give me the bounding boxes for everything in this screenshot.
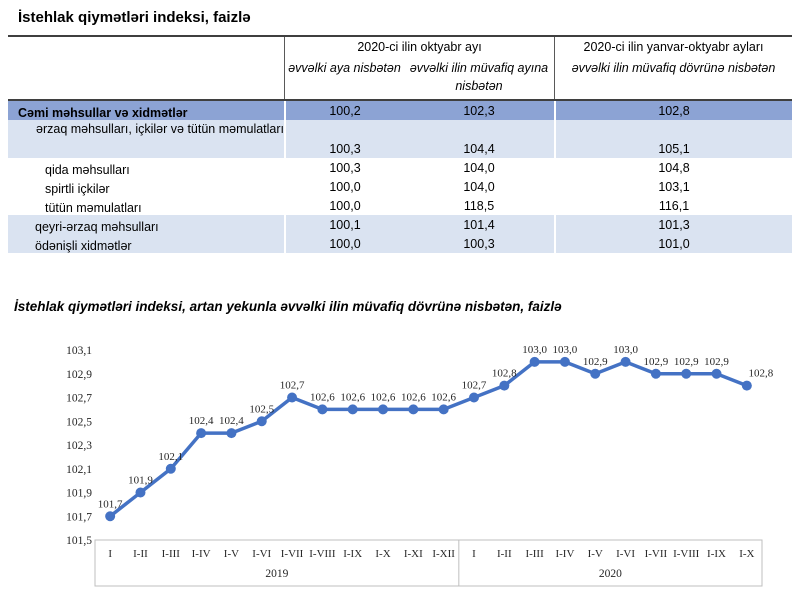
cell-value: 101,4 bbox=[463, 218, 495, 232]
cell-value: 101,3 bbox=[554, 215, 792, 234]
data-point-marker bbox=[378, 404, 388, 414]
cell-value: 100,3 bbox=[284, 158, 404, 177]
header-blank-cell bbox=[8, 58, 284, 99]
cell-value: 100,3 bbox=[463, 237, 495, 251]
cell-value: 100,2 bbox=[284, 101, 404, 120]
row-label: qeyri-ərzaq məhsulları bbox=[35, 220, 159, 234]
cell-value: 104,0 bbox=[463, 161, 495, 175]
cell-value: 101,0 bbox=[554, 234, 792, 253]
y-axis-tick-label: 101,7 bbox=[66, 511, 92, 524]
x-axis-tick-label: I-XI bbox=[403, 548, 423, 560]
table-row-food-products bbox=[8, 158, 792, 177]
x-axis-tick-label: I-II bbox=[496, 548, 512, 560]
data-point-label: 103,0 bbox=[552, 343, 578, 356]
x-axis-tick-label: I-III bbox=[161, 548, 180, 560]
data-point-marker bbox=[408, 404, 418, 414]
data-point-marker bbox=[560, 357, 570, 367]
data-point-marker bbox=[166, 464, 176, 474]
data-point-label: 101,7 bbox=[97, 498, 123, 511]
cpi-line-chart bbox=[0, 335, 800, 605]
x-axis-tick-label: I-IV bbox=[191, 548, 211, 560]
cell-value: 100,0 bbox=[284, 177, 404, 196]
table-subheaders bbox=[8, 58, 792, 99]
cell-value: 100,0 bbox=[284, 234, 404, 253]
y-axis-tick-label: 102,7 bbox=[66, 392, 92, 405]
x-axis-tick-label: I-IV bbox=[555, 548, 575, 560]
y-axis-tick-label: 102,1 bbox=[66, 463, 92, 476]
row-label: qida məhsulları bbox=[45, 163, 130, 177]
x-axis-year-label: 2019 bbox=[265, 568, 289, 580]
cell-value: 100,1 bbox=[284, 215, 404, 234]
data-point-label: 103,0 bbox=[613, 343, 638, 356]
data-point-marker bbox=[196, 428, 206, 438]
table-row-nonfood-products bbox=[8, 215, 792, 234]
data-point-marker bbox=[712, 369, 722, 379]
data-point-marker bbox=[348, 404, 358, 414]
x-axis-tick-label: I-II bbox=[133, 548, 148, 560]
data-point-marker bbox=[439, 404, 449, 414]
x-axis-tick-label: I-V bbox=[223, 548, 240, 560]
cell-value: 100,0 bbox=[284, 196, 404, 215]
data-point-label: 102,9 bbox=[673, 355, 699, 368]
col-group-october: 2020-ci ilin oktyabr ayı bbox=[284, 37, 554, 58]
y-axis-tick-label: 101,5 bbox=[66, 535, 92, 547]
data-point-label: 102,6 bbox=[431, 391, 457, 404]
y-axis-tick-label: 102,5 bbox=[66, 416, 92, 429]
data-point-label: 102,1 bbox=[158, 450, 184, 463]
x-axis-tick-label: I-VII bbox=[280, 548, 304, 560]
cell-value: 104,0 bbox=[463, 180, 495, 194]
subheader-prev-month: əvvəlki aya nisbətən bbox=[284, 58, 404, 99]
data-point-label: 102,6 bbox=[370, 391, 396, 404]
row-label: Cəmi məhsullar və xidmətlər bbox=[18, 106, 188, 120]
data-point-label: 102,8 bbox=[748, 367, 774, 380]
data-point-label: 102,8 bbox=[491, 367, 517, 380]
table-row-paid-services bbox=[8, 234, 792, 253]
table-row-food-drinks-tobacco bbox=[8, 120, 792, 158]
x-axis-tick-label: I-VII bbox=[644, 548, 668, 560]
data-point-marker bbox=[681, 369, 691, 379]
table-row-tobacco-products bbox=[8, 196, 792, 215]
x-axis-tick-label: I-VI bbox=[616, 548, 636, 560]
data-point-marker bbox=[105, 511, 115, 521]
data-point-label: 102,5 bbox=[249, 403, 275, 416]
row-label: tütün məmulatları bbox=[45, 201, 142, 215]
header-blank-cell bbox=[8, 37, 284, 58]
data-point-marker bbox=[530, 357, 540, 367]
data-point-label: 102,4 bbox=[188, 415, 214, 428]
data-point-label: 102,6 bbox=[340, 391, 366, 404]
x-axis-tick-label: I-VI bbox=[252, 548, 272, 560]
data-point-label: 102,9 bbox=[704, 355, 729, 368]
x-axis-tick-label: I-VIII bbox=[673, 548, 700, 560]
table-header bbox=[8, 37, 792, 101]
col-group-jan-oct: 2020-ci ilin yanvar-oktyabr ayları bbox=[554, 37, 792, 58]
data-point-label: 102,7 bbox=[279, 379, 305, 392]
data-point-label: 102,4 bbox=[219, 415, 244, 428]
x-axis-tick-label: I-XII bbox=[432, 548, 455, 560]
cell-value: 103,1 bbox=[554, 177, 792, 196]
subheader-same-month-prev-year: əvvəlki ilin müvafiq ayına nisbətən bbox=[409, 61, 549, 94]
chart-title: İstehlak qiymətləri indeksi, artan yekunla əvvəlki ilin müvafiq dövrünə nisbətən, faizlə bbox=[14, 299, 562, 314]
y-axis-tick-label: 102,9 bbox=[66, 368, 92, 381]
x-axis-tick-label: I bbox=[472, 548, 476, 560]
cpi-table bbox=[8, 35, 792, 253]
row-label: spirtli içkilər bbox=[45, 182, 110, 196]
cell-value: 116,1 bbox=[554, 196, 792, 215]
subheader-same-period-prev-year: əvvəlki ilin müvafiq dövrünə nisbətən bbox=[554, 58, 792, 99]
data-point-marker bbox=[499, 381, 509, 391]
page-title: İstehlak qiymətləri indeksi, faizlə bbox=[18, 9, 251, 26]
data-point-marker bbox=[651, 369, 661, 379]
cell-value: 102,8 bbox=[554, 101, 792, 120]
y-axis-tick-label: 103,1 bbox=[66, 345, 92, 357]
table-header-groups bbox=[8, 37, 792, 58]
x-axis-tick-label: I-IX bbox=[343, 548, 363, 560]
data-point-label: 102,9 bbox=[643, 355, 669, 368]
x-axis-tick-label: I-VIII bbox=[309, 548, 336, 560]
data-point-label: 102,7 bbox=[461, 379, 487, 392]
x-axis-year-label: 2020 bbox=[598, 568, 622, 580]
x-axis-tick-label: I-V bbox=[587, 548, 603, 560]
data-point-marker bbox=[257, 416, 267, 426]
cell-value: 104,8 bbox=[554, 158, 792, 177]
x-axis-label-box bbox=[95, 540, 762, 586]
data-point-label: 102,9 bbox=[582, 355, 608, 368]
data-point-marker bbox=[621, 357, 631, 367]
data-point-marker bbox=[469, 393, 479, 403]
data-point-label: 103,0 bbox=[522, 343, 547, 356]
data-point-marker bbox=[590, 369, 600, 379]
data-point-marker bbox=[226, 428, 236, 438]
data-point-marker bbox=[742, 381, 752, 391]
cell-value: 118,5 bbox=[463, 199, 495, 213]
table-row-alcoholic-drinks bbox=[8, 177, 792, 196]
x-axis-tick-label: I-X bbox=[739, 548, 755, 560]
cell-value: 102,3 bbox=[463, 104, 495, 118]
cell-value: 100,3 bbox=[284, 120, 404, 158]
row-label: ərzaq məhsulları, içkilər və tütün məmulatları bbox=[36, 122, 285, 136]
x-axis-tick-label: I-X bbox=[375, 548, 391, 560]
data-point-label: 102,6 bbox=[400, 391, 426, 404]
cpi-series-line bbox=[110, 362, 747, 516]
y-axis-tick-label: 102,3 bbox=[66, 440, 92, 452]
cell-value: 105,1 bbox=[554, 120, 792, 158]
row-label: ödənişli xidmətlər bbox=[35, 239, 132, 253]
data-point-marker bbox=[135, 488, 145, 498]
cell-value: 104,4 bbox=[463, 142, 495, 156]
data-point-label: 101,9 bbox=[128, 474, 153, 487]
table-row-total bbox=[8, 101, 792, 120]
data-point-marker bbox=[287, 393, 297, 403]
y-axis-tick-label: 101,9 bbox=[66, 487, 92, 500]
data-point-label: 102,6 bbox=[310, 391, 335, 404]
x-axis-tick-label: I-IX bbox=[707, 548, 726, 560]
x-axis-tick-label: I bbox=[108, 548, 112, 560]
data-point-marker bbox=[317, 404, 327, 414]
x-axis-tick-label: I-III bbox=[525, 548, 544, 560]
